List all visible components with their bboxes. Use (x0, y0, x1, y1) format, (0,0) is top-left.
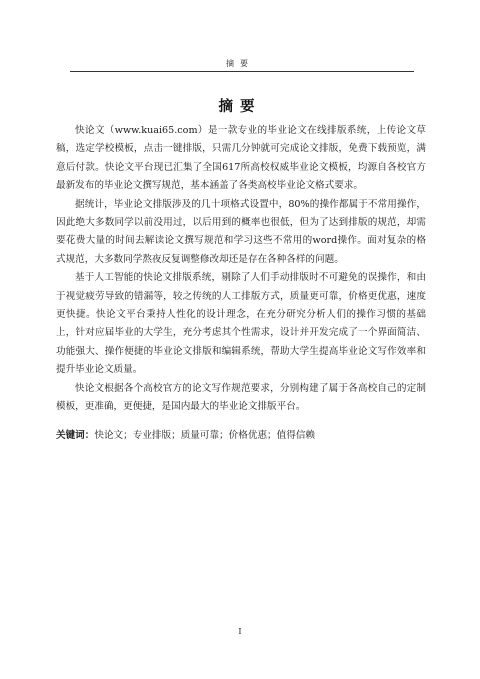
running-header: 摘要 (226, 59, 254, 68)
keywords-text: 快论文；专业排版；质量可靠；价格优惠；值得信赖 (94, 430, 316, 441)
abstract-paragraph-4: 快论文根据各个高校官方的论文写作规范要求，分别构建了属于各高校自己的定制模板，更准确，更便捷，是国内最大的毕业论文排版平台。 (56, 382, 426, 413)
page-number: I (238, 627, 242, 636)
abstract-body (56, 122, 426, 417)
abstract-title: 摘要 (218, 99, 262, 115)
keywords-line (56, 427, 426, 445)
abstract-paragraph-3: 基于人工智能的快论文排版系统，剔除了人们手动排版时不可避免的误操作，和由于视觉疲劳导致的错漏等，较之传统的人工排版方式，质量更可靠，价格更优惠，速度更快捷。快论文平台秉持人性化的设计理念，在充分研究分析人们的操作习惯的基础上，针对应届毕业的大学生，充分考虑其个性需求，设计并开发完成了一个界面简洁、功能强大、操作便捷的毕业论文排版和编辑系统，帮助大学生提高毕业论文写作效率和提升毕业论文质量。 (56, 272, 426, 376)
abstract-paragraph-2: 据统计，毕业论文排版涉及的几十项格式设置中，80%的操作都属于不常用操作，因此绝大多数同学以前没用过，以后用到的概率也很低，但为了达到排版的规范，却需要花费大量的时间去解读论文撰写规范和学习这些不常用的word操作。面对复杂的格式规范，大多数同学熬夜反复调整修改却还是存在各种各样的问题。 (56, 198, 426, 265)
abstract-paragraph-1: 快论文（www.kuai65.com）是一款专业的毕业论文在线排版系统，上传论文草稿，选定学校模板，点击一键排版，只需几分钟就可完成论文排版，免费下载预览，满意后付款。快论文平台现已汇集了全国617所高校权威毕业论文模板，均源自各校官方最新发布的毕业论文撰写规范，基本涵盖了各类高校毕业论文格式要求。 (56, 125, 426, 192)
keywords-label: 关键词： (56, 430, 95, 441)
header-rule (70, 71, 414, 72)
